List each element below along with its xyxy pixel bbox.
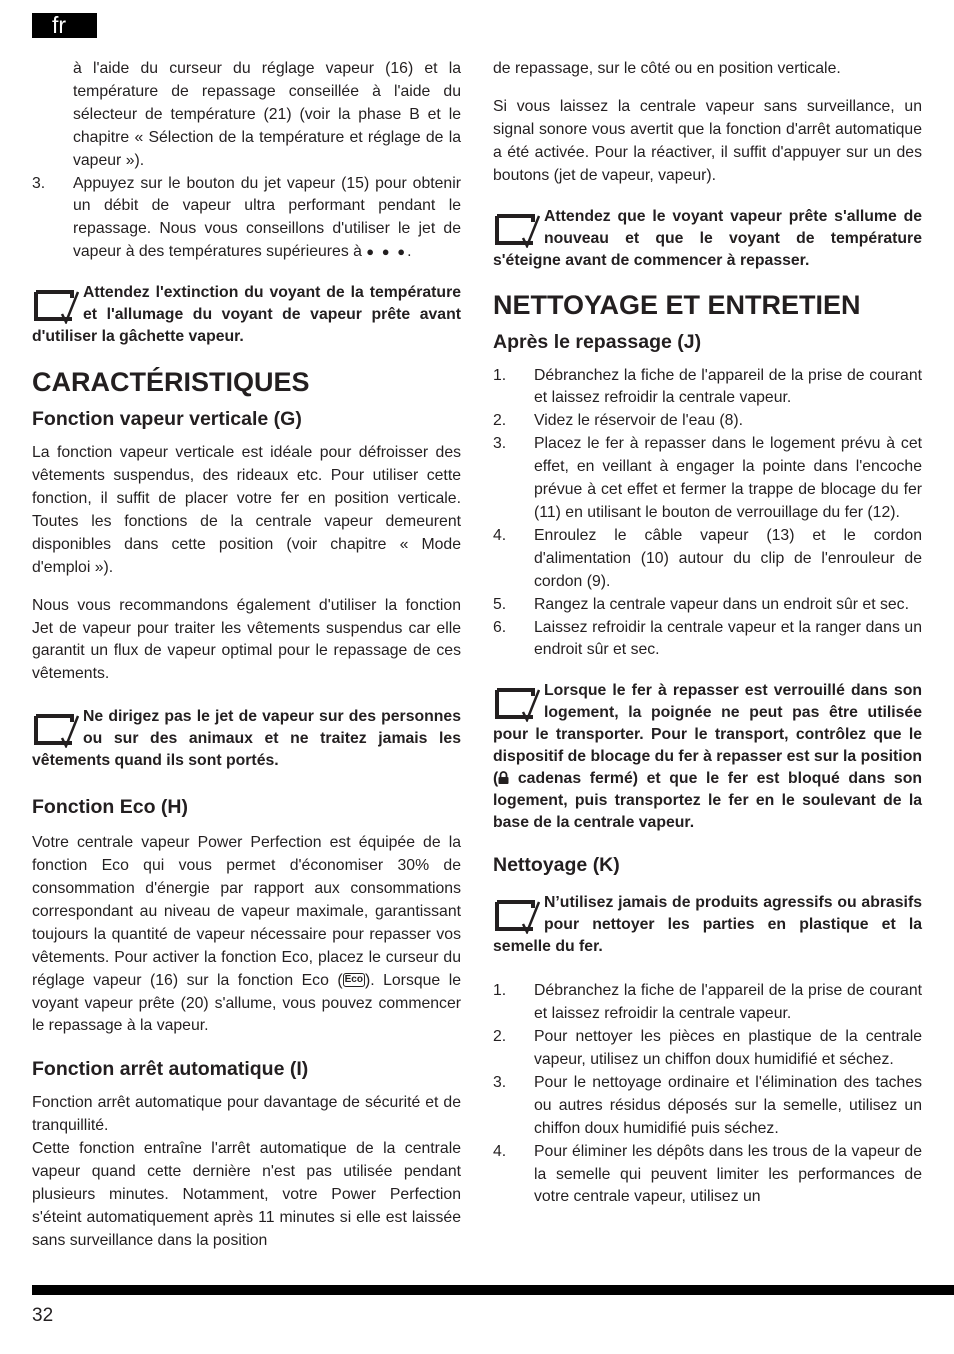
list-item: 3. Placez le fer à repasser dans le logement prévu à cet effet, en veillant à engager la pointe dans l'encoche prévue à cet effet et fermer la trappe de blocage du fer (11) en utilisant le bouton de verrouillage du fer (12). [493, 435, 922, 521]
list-item: 4. Enroulez le câble vapeur (13) et le cordon d'alimentation (10) autour du clip de l'enrouleur de cordon (9). [493, 526, 922, 590]
note-block: Ne dirigez pas le jet de vapeur sur des personnes ou sur des animaux et ne traitez jamais les vêtements quand ils sont portés. [32, 708, 461, 770]
note-block: Attendez l'extinction du voyant de la température et l'allumage du voyant de vapeur prête avant d'utiliser la gâchette vapeur. [32, 284, 461, 346]
language-tab: fr [32, 13, 97, 38]
list-item: 3. Pour le nettoyage ordinaire et l'élimination des taches ou autres résidus déposés sur la semelle, utilisez un chiffon doux humidifié puis séchez. [493, 1073, 922, 1137]
list-item: 1. Débranchez la fiche de l'appareil de la prise de courant et laissez refroidir la centrale vapeur. [493, 366, 922, 407]
checkbox-note-icon [32, 708, 79, 748]
checkbox-note-icon [493, 894, 540, 934]
list-item: 5. Rangez la centrale vapeur dans un endroit sûr et sec. [493, 595, 909, 613]
right-column: de repassage, sur le côté ou en position verticale. Si vous laissez la centrale vapeur sans surveillance, un signal sonore vous avertit que la fonction d'arrêt automatique a été activée. Pour la réactiver, il suffit d'appuyer sur un des boutons (jet de vapeur, vapeur). Attendez que le voyant vapeur prête s'allume de nouveau et que le voyant de température s'éteigne avant de commencer à repasser. NETTOYAGE ET ENTRETIEN Après le repassage (J) 1. Débranchez la fiche de l'appareil de la prise de courant et laissez refroidir la centrale vapeur. 2. Videz le réservoir de l'eau (8). 3. Placez le fer à repasser dans le logement prévu à cet effet, en veillant à engager la pointe dans l'encoche prévue à cet effet et fermer la trappe de blocage du fer (11) en utilisant le bouton de verrouillage du fer (12). 4. Enroulez le câble vapeur (13) et le cordon d'alimentation (10) autour du clip de l'enrouleur de cordon (9). 5. Rangez la centrale vapeur dans un endroit sûr et sec. 6. Laissez refroidir la centrale vapeur et la ranger dans un endroit sûr et sec. Lorsque le fer à repasser est verrouillé dans son logement, la poignée ne peut pas être utilisée pour le transporter. Pour le transport, contrôlez que le dispositif de blocage du fer à repasser est sur la position ( cadenas fermé) et que le fer est bloqué dans son logement, puis transportez le fer en le soulevant de la base de la centrale vapeur. Nettoyage (K) N’utilisez jamais de produits agressifs ou abrasifs pour nettoyer les parties en plastique et la semelle du fer. 1. Débranchez la fiche de l'appareil de la prise de courant et laissez refroidir la centrale vapeur. 2. Pour nettoyer les pièces en plastique de la centrale vapeur, utilisez un chiffon doux humidifié et séchez. 3. Pour le nettoyage ordinaire et l'élimination des taches ou autres résidus déposés sur la semelle, utilisez un chiffon doux humidifié puis séchez. 4. Pour éliminer les dépôts dans les trous de la vapeur de la semelle qui peuvent limiter les performances de votre centrale vapeur, utilisez un [493, 58, 922, 1209]
temperature-dots-icon: ● ● ● [366, 244, 408, 260]
list-item: 3. Appuyez sur le bouton du jet vapeur (15) pour obtenir un débit de vapeur ultra performant pendant le repassage. Nous vous conseillons d'utiliser le jet de vapeur à des températures supérieures à ● ● ●. [32, 174, 461, 261]
list-item: 6. Laissez refroidir la centrale vapeur et la ranger dans un endroit sûr et sec. [493, 618, 922, 659]
after-ironing-list [493, 365, 922, 663]
list-item: 2. Pour nettoyer les pièces en plastique de la centrale vapeur, utilisez un chiffon doux humidifié et séchez. [493, 1028, 922, 1069]
page-number: 32 [32, 1305, 54, 1326]
list-item: 1. Débranchez la fiche de l'appareil de la prise de courant et laissez refroidir la centrale vapeur. [493, 982, 922, 1023]
subsection-heading: Fonction vapeur verticale (G) [32, 408, 302, 431]
checkbox-note-icon [32, 284, 79, 324]
checkbox-note-icon [493, 208, 540, 248]
left-column: à l'aide du curseur du réglage vapeur (16) et la température de repassage conseillée à l'aide du sélecteur de température (21) (voir la phase B et le chapitre « Sélection de la température et réglage de la vapeur »). 3. Appuyez sur le bouton du jet vapeur (15) pour obtenir un débit de vapeur ultra performant pendant le repassage. Nous vous conseillons d'utiliser le jet de vapeur à des températures supérieures à ● ● ●. Attendez l'extinction du voyant de la température et l'allumage du voyant de vapeur prête avant d'utiliser la gâchette vapeur. CARACTÉRISTIQUES Fonction vapeur verticale (G) La fonction vapeur verticale est idéale pour défroisser des vêtements suspendus, des rideaux etc. Pour utiliser cette fonction, il suffit de placer votre fer en position verticale. Toutes les fonctions de la centrale vapeur demeurent disponibles dans cette position (voir chapitre « Mode d'emploi »). Nous vous recommandons également d'utiliser la fonction Jet de vapeur pour traiter les vêtements suspendus car elle garantit un flux de vapeur optimal pour le repassage de ces vêtements. Ne dirigez pas le jet de vapeur sur des personnes ou sur des animaux et ne traitez jamais les vêtements quand ils sont portés. Fonction Eco (H) Votre centrale vapeur Power Perfection est équipée de la fonction Eco qui vous permet d'économiser 30% de consommation d'énergie par rapport aux consommations correspondant au niveau de vapeur maximale, garantissant toujours la quantité de vapeur nécessaire pour repasser vos vêtements. Pour activer la fonction Eco, placez le curseur du réglage vapeur (16) sur la fonction Eco ( Eco ). Lorsque le voyant vapeur prête (20) s'allume, vous pouvez commencer le repassage à la vapeur. Fonction arrêt automatique (I) Fonction arrêt automatique pour davantage de sécurité et de tranquillité. Cette fonction entraîne l'arrêt automatique de la centrale vapeur quand cette dernière n'est pas utilisée pendant plusieurs minutes. Notamment, votre Power Perfection s'éteint automatiquement après 11 minutes si elle est laissée sans surveillance dans la position [32, 60, 461, 1249]
note-block: Lorsque le fer à repasser est verrouillé dans son logement, la poignée ne peut pas être utilisée pour le transporter. Pour le transport, contrôlez que le dispositif de blocage du fer à repasser est sur la position ( cadenas fermé) et que le fer est bloqué dans son logement, puis transportez le fer en le soulevant de la base de la centrale vapeur. [493, 682, 922, 832]
continued-step-text: à l'aide du curseur du réglage vapeur (16) et la température de repassage conseillée à l'aide du sélecteur de température (21) (voir la phase B et le chapitre « Sélection de la température et réglage de la vapeur »). [73, 60, 461, 169]
note-block: N’utilisez jamais de produits agressifs ou abrasifs pour nettoyer les parties en plastique et la semelle du fer. [493, 894, 922, 956]
subsection-heading: Fonction arrêt automatique (I) [32, 1058, 309, 1081]
eco-icon: Eco [344, 974, 363, 986]
section-heading: CARACTÉRISTIQUES [32, 367, 310, 398]
section-heading: NETTOYAGE ET ENTRETIEN [493, 289, 861, 320]
note-block: Attendez que le voyant vapeur prête s'allume de nouveau et que le voyant de température s'éteigne avant de commencer à repasser. [493, 207, 922, 269]
subsection-heading: Après le repassage (J) [493, 330, 702, 353]
list-item: 4. Pour éliminer les dépôts dans les trous de la vapeur de la semelle qui peuvent limiter les performances de votre centrale vapeur, utilisez un [493, 1142, 922, 1206]
checkbox-note-icon [493, 682, 540, 722]
padlock-icon [498, 771, 509, 784]
cleaning-list [493, 980, 922, 1209]
footer-divider [32, 1285, 954, 1295]
subsection-heading: Nettoyage (K) [493, 854, 620, 877]
subsection-heading: Fonction Eco (H) [32, 796, 188, 819]
list-item: 2. Videz le réservoir de l'eau (8). [493, 412, 744, 430]
